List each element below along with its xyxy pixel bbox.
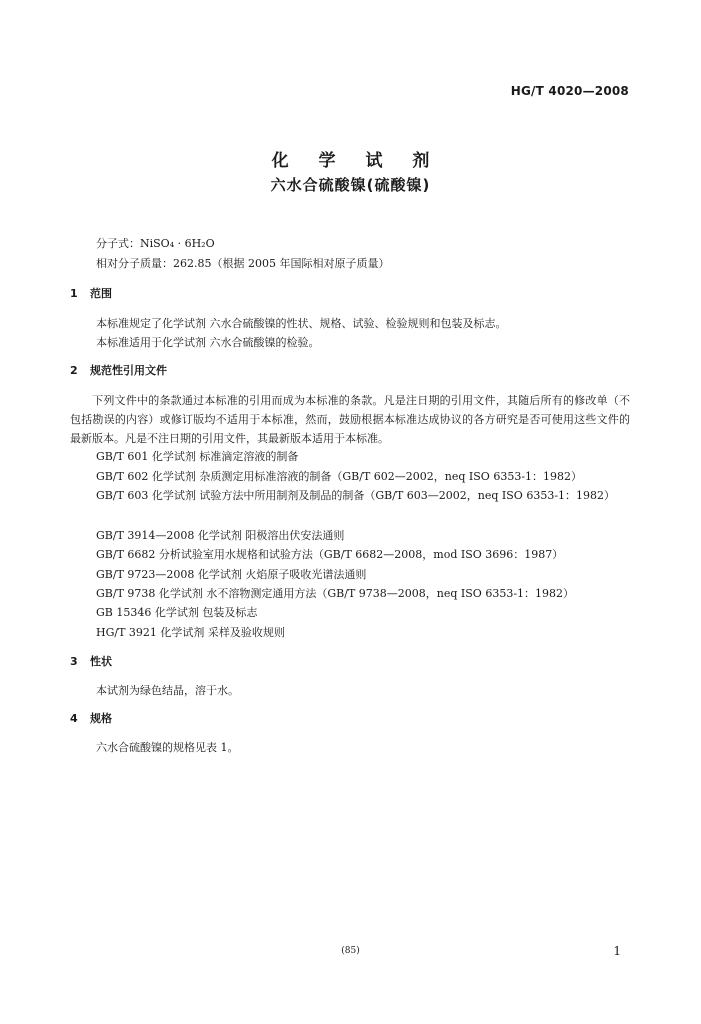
reference-item: GB/T 3914—2008 化学试剂 阳极溶出伏安法通则 [96, 529, 345, 542]
reference-item: GB/T 9723—2008 化学试剂 火焰原子吸收光谱法通则 [96, 568, 367, 581]
title-main: 化 学 试 剂 [271, 151, 442, 171]
section-2-heading [70, 364, 167, 378]
section-title: 性状 [90, 655, 112, 668]
section-1-paragraph: 本标准规定了化学试剂 六水合硫酸镍的性状、规格、试验、检验规则和包装及标志。 [96, 317, 507, 330]
section-1-paragraph: 本标准适用于化学试剂 六水合硫酸镍的检验。 [96, 336, 320, 349]
section-2-intro [70, 391, 630, 448]
section-number: 4 [70, 712, 78, 725]
reference-item: GB 15346 化学试剂 包装及标志 [96, 606, 258, 619]
section-1-heading [70, 287, 112, 301]
intro-text: 下列文件中的条款通过本标准的引用而成为本标准的条款。凡是注日期的引用文件，其随后所有的修改单（不包括勘误的内容）或修订版均不适用于本标准，然而，鼓励根据本标准达成协议的各方研究是否可使用这些文件的最新版本。凡是不注日期的引用文件，其最新版本适用于本标准。 [70, 394, 630, 445]
reference-item: GB/T 6682 分析试验室用水规格和试验方法（GB/T 6682—2008，mod ISO 3696：1987） [96, 548, 564, 561]
reference-item [70, 486, 634, 505]
section-number: 2 [70, 364, 78, 377]
section-3-paragraph: 本试剂为绿色结晶，溶于水。 [96, 684, 239, 697]
section-3-heading [70, 655, 112, 669]
reference-text: GB/T 603 化学试剂 试验方法中所用制剂及制品的制备（GB/T 603—2002，neq ISO 6353-1：1982） [96, 489, 616, 502]
standard-code: HG/T 4020—2008 [510, 84, 629, 98]
footer-center-label: (85) [341, 946, 360, 956]
reference-item: GB/T 602 化学试剂 杂质测定用标准溶液的制备（GB/T 602—2002，neq ISO 6353-1：1982） [96, 470, 583, 483]
reference-item: HG/T 3921 化学试剂 采样及验收规则 [96, 626, 285, 639]
section-number: 1 [70, 287, 78, 300]
section-title: 范围 [90, 287, 112, 300]
molecular-mass: 相对分子质量：262.85（根据 2005 年国际相对原子质量） [96, 257, 390, 270]
title-sub: 六水合硫酸镍(硫酸镍) [270, 176, 431, 194]
molecular-formula: 分子式：NiSO₄ · 6H₂O [96, 237, 215, 250]
section-4-paragraph: 六水合硫酸镍的规格见表 1。 [96, 741, 239, 754]
page-number: 1 [613, 944, 621, 958]
section-number: 3 [70, 655, 78, 668]
reference-item: GB/T 601 化学试剂 标准滴定溶液的制备 [96, 450, 299, 463]
section-title: 规范性引用文件 [90, 364, 167, 377]
section-4-heading [70, 712, 112, 726]
reference-item: GB/T 9738 化学试剂 水不溶物测定通用方法（GB/T 9738—2008，neq ISO 6353-1：1982） [96, 587, 575, 600]
section-title: 规格 [90, 712, 112, 725]
